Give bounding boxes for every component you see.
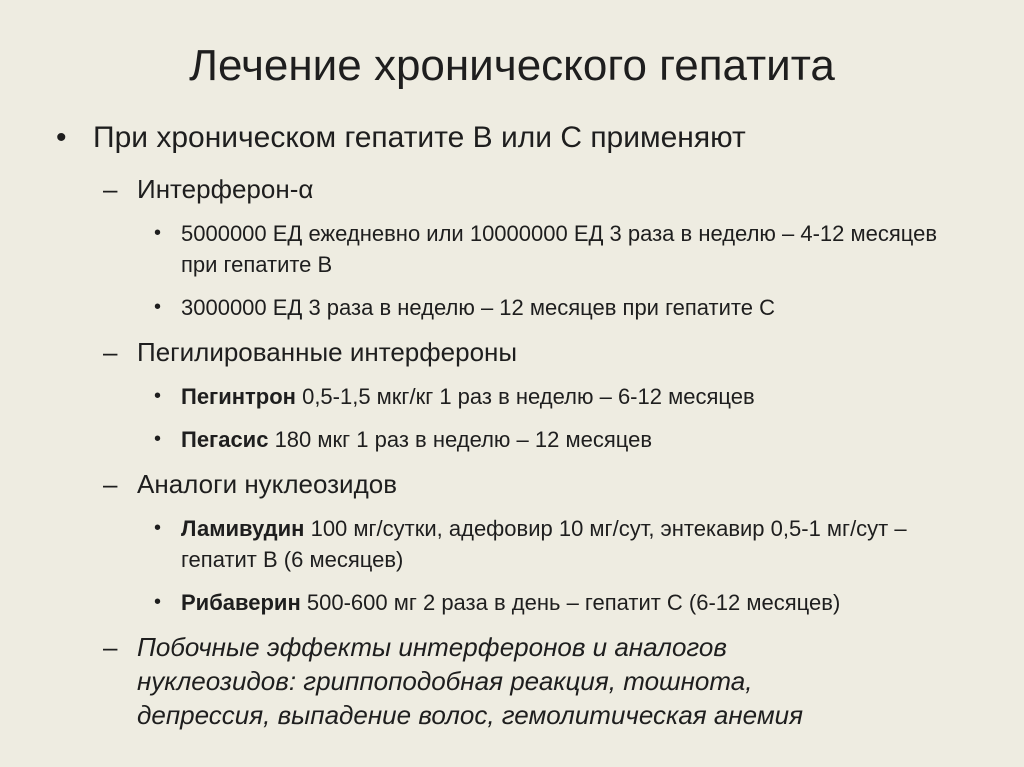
bullet-marker: • [154, 428, 162, 450]
drug-dosage: 100 мг/сутки, адефовир 10 мг/сут, энтекавир 0,5-1 мг/сут – гепатит В (6 месяцев) [181, 516, 907, 572]
drug-name: Пегасис [181, 427, 269, 452]
drug-name: Рибаверин [181, 590, 301, 615]
peg-item-2-text [181, 427, 652, 452]
nucleo-item-1-text [181, 516, 907, 572]
interferon-item-1 [56, 218, 941, 280]
main-bullet-text: При хроническом гепатите В или С применяют [93, 121, 746, 154]
interferon-heading-text: Интерферон-α [137, 174, 314, 204]
nucleo-item-1 [56, 513, 941, 575]
peg-item-1 [56, 381, 941, 412]
bullet-marker: • [154, 385, 162, 407]
drug-name: Ламивудин [181, 516, 305, 541]
drug-dosage: 500-600 мг 2 раза в день – гепатит С (6-12 месяцев) [300, 590, 841, 615]
peg-item-2 [56, 424, 941, 455]
nucleo-heading-text: Аналоги нуклеозидов [137, 469, 398, 499]
slide-content [56, 118, 976, 744]
interferon-item-2 [56, 292, 941, 323]
main-bullet [56, 118, 976, 158]
dash-marker: – [103, 632, 118, 662]
bullet-marker: • [154, 517, 162, 539]
bullet-marker: • [56, 121, 67, 154]
nucleo-item-2-text [181, 590, 840, 615]
side-effects-text: Побочные эффекты интерферонов и аналогов нуклеозидов: гриппоподобная реакция, тошнота, депрессия, выпадение волос, гемолитическая анемия [137, 632, 804, 730]
peg-heading [56, 335, 976, 369]
dash-marker: – [103, 337, 118, 367]
interferon-item-1-text: 5000000 ЕД ежедневно или 10000000 ЕД 3 раза в неделю – 4-12 месяцев при гепатите В [181, 221, 938, 277]
nucleo-item-2 [56, 587, 941, 618]
bullet-marker: • [154, 296, 162, 318]
peg-item-1-text [181, 384, 755, 409]
interferon-item-2-text: 3000000 ЕД 3 раза в неделю – 12 месяцев при гепатите С [181, 295, 775, 320]
slide-title: Лечение хронического гепатита [189, 41, 835, 90]
dash-marker: – [103, 174, 118, 204]
nucleo-heading [56, 467, 976, 501]
drug-dosage: 0,5-1,5 мкг/кг 1 раз в неделю – 6-12 месяцев [295, 384, 755, 409]
dash-marker: – [103, 469, 118, 499]
interferon-heading [56, 172, 976, 206]
drug-dosage: 180 мкг 1 раз в неделю – 12 месяцев [268, 427, 653, 452]
drug-name: Пегинтрон [181, 384, 296, 409]
side-effects [56, 630, 857, 732]
bullet-marker: • [154, 591, 162, 613]
peg-heading-text: Пегилированные интерфероны [137, 337, 518, 367]
bullet-marker: • [154, 222, 162, 244]
